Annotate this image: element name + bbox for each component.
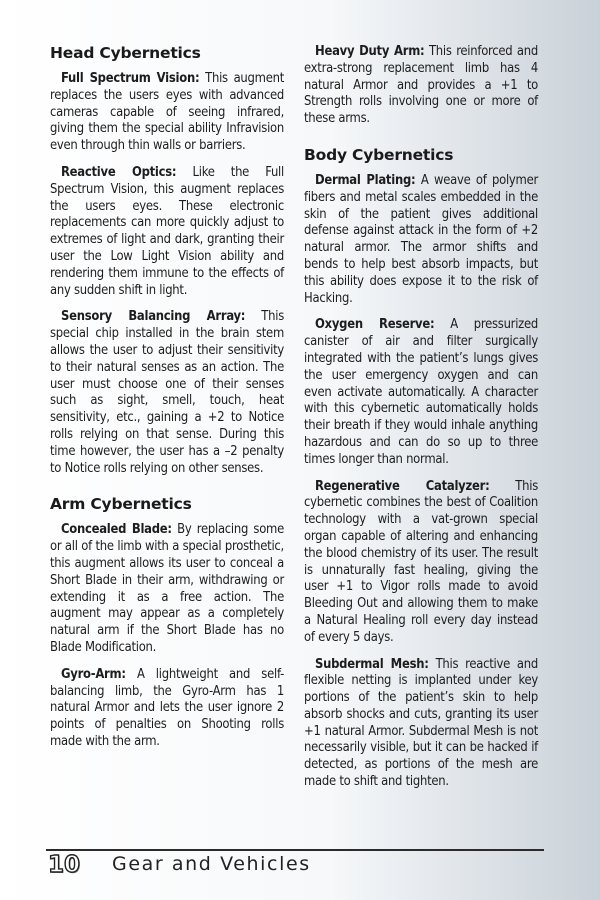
- entry-body: This augment replaces the users eyes with advanced cameras capable of seeing infrared, giving them the special ability Infravision even through thin walls or barriers.: [50, 71, 284, 154]
- entry-reactive-optics: [50, 165, 284, 299]
- entry-regenerative-catalyzer: [304, 479, 538, 647]
- page-number: 10: [48, 852, 81, 878]
- left-column: [50, 44, 284, 761]
- right-column: [304, 44, 538, 801]
- footer-chapter-title: Gear and Vehicles: [112, 853, 311, 875]
- head-cybernetics-heading: Head Cybernetics: [50, 44, 201, 62]
- entry-subdermal-mesh: [304, 657, 538, 791]
- footer-rule: [46, 849, 544, 851]
- entry-title: Subdermal Mesh:: [315, 656, 429, 672]
- entry-dermal-plating: [304, 173, 538, 307]
- arm-cybernetics-heading: Arm Cybernetics: [50, 495, 192, 514]
- entry-body: A lightweight and self-balancing limb, the Gyro-Arm has 1 natural Armor and lets the user ignore 2 points of penalties on Shooting rolls made with the arm.: [50, 666, 285, 749]
- entry-body: A pressurized canister of air and filter surgically integrated with the patient’s lungs gives the user emergency oxygen and can even activate automatically. A character with this cybernetic automatically holds their breath if they would inhale anything hazardous and can do so up to three times longer than normal.: [304, 317, 539, 467]
- body-cybernetics-heading: Body Cybernetics: [304, 145, 454, 164]
- entry-body: Like the Full Spectrum Vision, this augment replaces the users eyes. These electronic replacements can more quickly adjust to extremes of light and dark, granting their user the Low Light Vision ability and rendering them immune to the effects of any sudden shift in light.: [50, 164, 284, 298]
- entry-title: Sensory Balancing Array:: [61, 309, 246, 325]
- entry-oxygen-reserve: [304, 317, 538, 468]
- entry-body: By replacing some or all of the limb with a special prosthetic, this augment allows its user to conceal a Short Blade in their arm, withdrawing or extending it as a free action. The augment may appear as a completely natural arm if the Short Blade has no Blade Modification.: [50, 522, 284, 655]
- entry-title: Concealed Blade:: [61, 522, 172, 538]
- entry-full-spectrum-vision: [50, 71, 284, 155]
- entry-title: Dermal Plating:: [315, 172, 416, 188]
- entry-heavy-duty-arm: [304, 44, 538, 128]
- entry-title: Reactive Optics:: [61, 164, 177, 180]
- entry-body: A weave of polymer fibers and metal scales embedded in the skin of the patient gives additional defense against attack in the form of +2 natural armor. The armor shifts and bends to help best absorb impacts, but this ability does expose it to the risk of Hacking.: [304, 172, 538, 306]
- entry-title: Full Spectrum Vision:: [61, 71, 200, 86]
- entry-title: Oxygen Reserve:: [315, 317, 435, 333]
- entry-body: This reinforced and extra-strong replacement limb has 4 natural Armor and provides a +1 to Strength rolls involving one or more of these arms.: [304, 44, 539, 127]
- entry-title: Gyro-Arm:: [61, 666, 126, 682]
- entry-title: Regenerative Catalyzer:: [315, 478, 490, 494]
- entry-body: This reactive and flexible netting is implanted under key portions of the patient’s skin to help absorb shocks and cuts, granting its user +1 natural Armor. Subdermal Mesh is not necessarily visible, but it can be hacked if detected, as portions of the mesh are made to shift and tighten.: [304, 656, 538, 790]
- entry-concealed-blade: [50, 522, 284, 656]
- entry-title: Heavy Duty Arm:: [315, 44, 425, 59]
- entry-body: This special chip installed in the brain stem allows the user to adjust their sensitivity to their natural senses as an action. The user must choose one of their senses such as sight, smell, touch, heat sensitivity, etc., gaining a +2 to Notice rolls relying on that sense. During this time however, the user has a –2 penalty to Notice rolls relying on other senses.: [50, 309, 284, 476]
- entry-gyro-arm: [50, 667, 284, 751]
- entry-body: This cybernetic combines the best of Coalition technology with a vat-grown special organ capable of altering and enhancing the blood chemistry of its user. The result is unnaturally fast healing, giving the user +1 to Vigor rolls made to avoid Bleeding Out and allowing them to make a Natural Healing roll every day instead of every 5 days.: [304, 478, 538, 645]
- entry-sensory-balancing-array: [50, 309, 284, 477]
